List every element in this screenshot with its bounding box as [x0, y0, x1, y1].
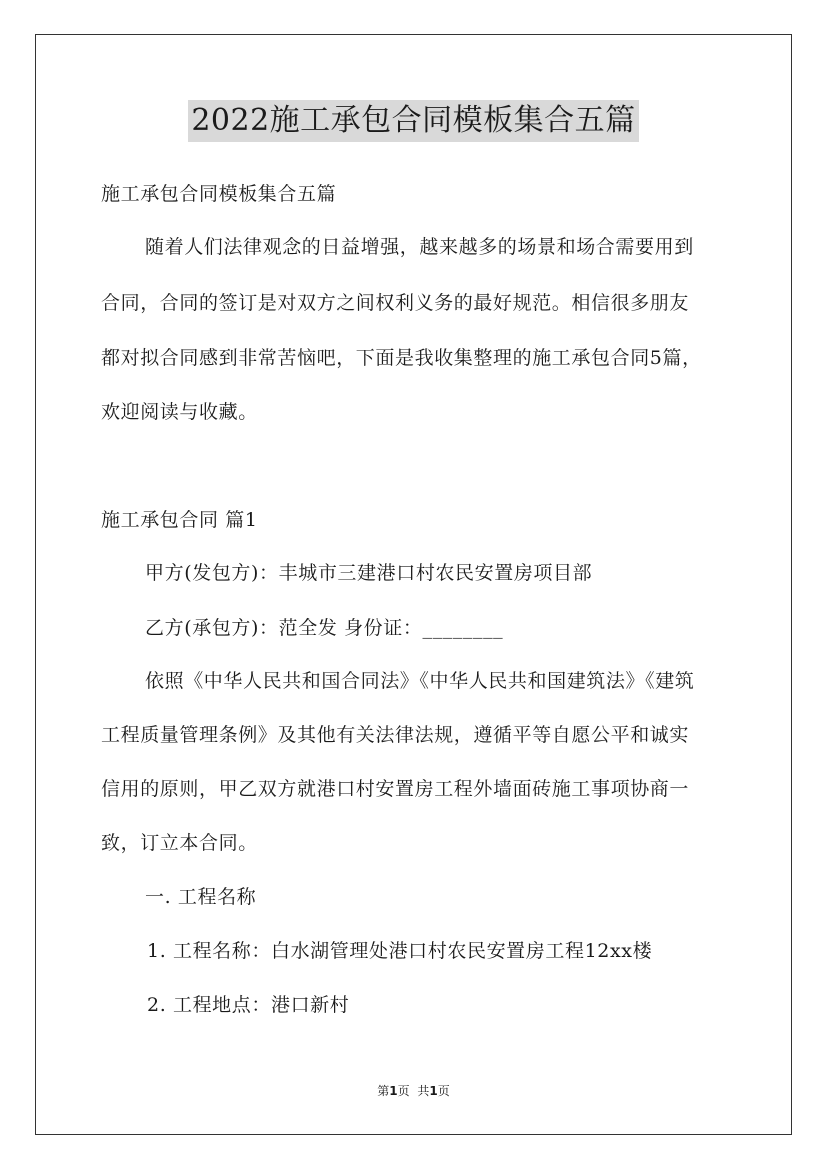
- document-title: 2022施工承包合同模板集合五篇: [188, 100, 638, 142]
- total-label-post: 页: [437, 1084, 450, 1098]
- page-label-pre: 第: [377, 1084, 390, 1098]
- intro-line-4: 欢迎阅读与收藏。: [101, 401, 258, 423]
- title-wrap: [0, 100, 827, 142]
- intro-line-1: 随着人们法律观念的日益增强，越来越多的场景和场合需要用到: [145, 236, 694, 258]
- clause-heading: 一. 工程名称: [145, 886, 257, 908]
- item-2: 2. 工程地点：港口新村: [147, 994, 350, 1016]
- basis-line-4: 致，订立本合同。: [101, 832, 258, 854]
- basis-line-3: 信用的原则，甲乙双方就港口村安置房工程外墙面砖施工事项协商一: [101, 778, 690, 800]
- section-heading: 施工承包合同 篇1: [101, 509, 258, 531]
- basis-line-1: 依照《中华人民共和国合同法》《中华人民共和国建筑法》《建筑: [145, 670, 695, 692]
- party-a: 甲方(发包方)：丰城市三建港口村农民安置房项目部: [145, 562, 593, 584]
- intro-line-2: 合同，合同的签订是对双方之间权利义务的最好规范。相信很多朋友: [101, 292, 690, 314]
- page-footer: [0, 1082, 827, 1100]
- total-pages: 1: [429, 1084, 438, 1098]
- page-number: 1: [389, 1084, 398, 1098]
- total-label-pre: 共: [417, 1084, 430, 1098]
- page-label-post: 页: [397, 1084, 410, 1098]
- party-b: 乙方(承包方)：范全发 身份证：________: [145, 617, 504, 639]
- subtitle: 施工承包合同模板集合五篇: [101, 183, 337, 205]
- basis-line-2: 工程质量管理条例》及其他有关法律法规，遵循平等自愿公平和诚实: [101, 724, 690, 746]
- intro-line-3: 都对拟合同感到非常苦恼吧，下面是我收集整理的施工承包合同5篇，: [101, 347, 702, 369]
- item-1: 1. 工程名称：白水湖管理处港口村农民安置房工程12xx楼: [147, 940, 653, 962]
